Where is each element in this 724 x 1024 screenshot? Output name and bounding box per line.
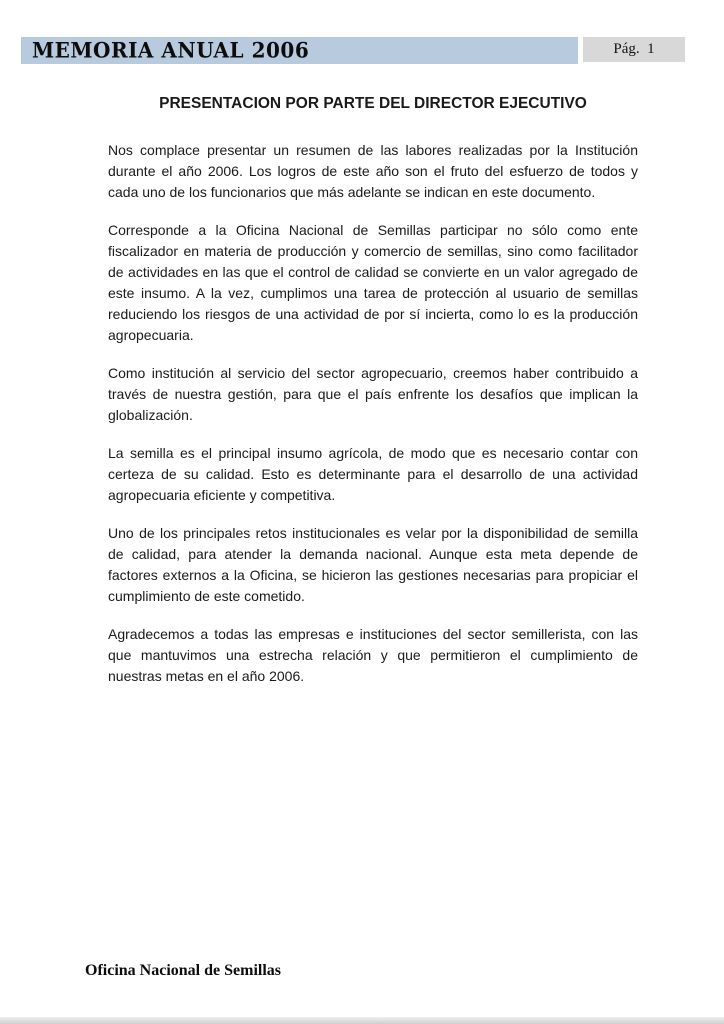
document-paragraph: Como institución al servicio del sector agropecuario, creemos haber contribuido a través de nuestra gestión, para que el país enfrente los desafíos que implican la globalización.: [108, 365, 638, 423]
document-paragraph: La semilla es el principal insumo agrícola, de modo que es necesario contar con certeza de su calidad. Esto es determinante para el desarrollo de una actividad agropecuaria eficiente y competitiva.: [108, 445, 638, 503]
page-number-badge: [583, 37, 685, 62]
document-body: [108, 94, 638, 687]
footer-organization: Oficina Nacional de Semillas: [85, 962, 281, 979]
document-paragraph: Agradecemos a todas las empresas e instituciones del sector semillerista, con las que mantuvimos una estrecha relación y que permitieron el cumplimiento de nuestras metas en el año 2006.: [108, 626, 638, 684]
page-number-label: Pág. 1: [613, 41, 655, 57]
document-paragraph: Uno de los principales retos institucionales es velar por la disponibilidad de semilla de calidad, para atender la demanda nacional. Aunque esta meta depende de factores externos a la Oficina, se hicieron las gestiones necesarias para propiciar el cumplimiento de este cometido.: [108, 525, 638, 604]
header-bar: [21, 37, 578, 64]
document-paragraph: Corresponde a la Oficina Nacional de Semillas participar no sólo como ente fiscalizador en materia de producción y comercio de semillas, sino como facilitador de actividades en las que el control de calidad se convierte en un valor agregado de este insumo. A la vez, cumplimos una tarea de protección al usuario de semillas reduciendo los riesgos de una actividad de por sí incierta, como lo es la producción agropecuaria.: [108, 222, 638, 343]
page-bottom-edge: [0, 1017, 724, 1024]
document-paragraph: Nos complace presentar un resumen de las labores realizadas por la Institución durante el año 2006. Los logros de este año son el fruto del esfuerzo de todos y cada uno de los funcionarios que más adelante se indican en este documento.: [108, 142, 638, 200]
report-title: MEMORIA ANUAL 2006: [32, 37, 310, 63]
paragraph-list: [108, 140, 638, 687]
section-heading: PRESENTACION POR PARTE DEL DIRECTOR EJECUTIVO: [159, 95, 587, 112]
